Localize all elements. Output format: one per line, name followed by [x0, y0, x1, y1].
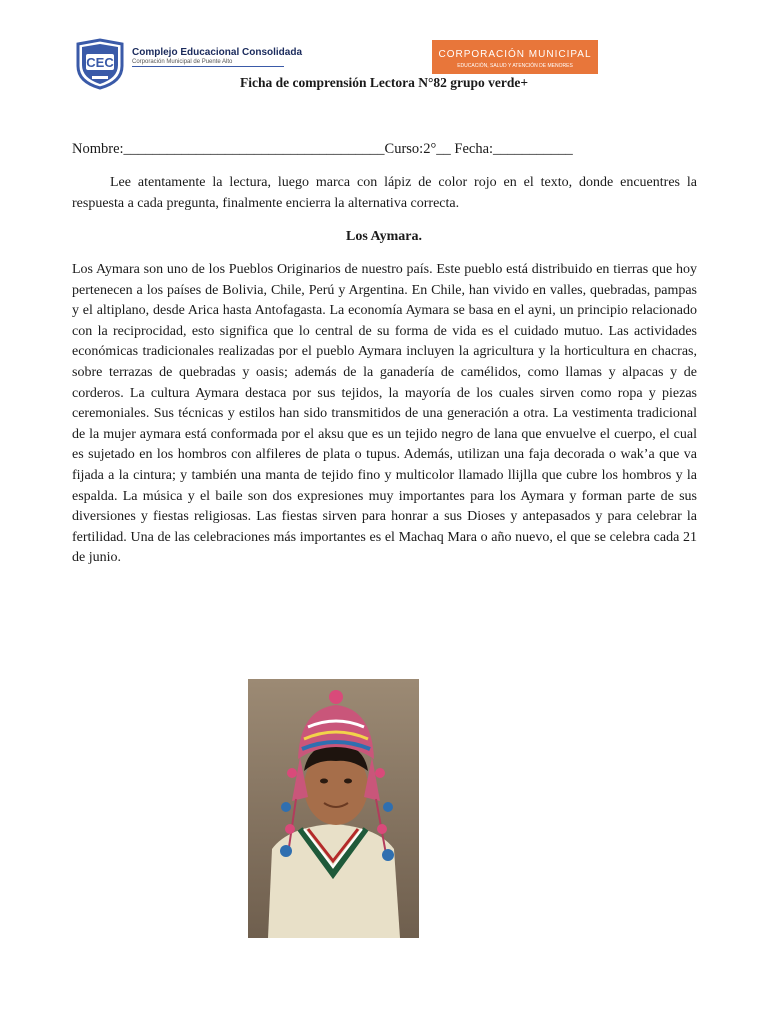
student-info-fields[interactable]: Nombre:____________________________________Curso:2°__ Fecha:___________ — [72, 141, 573, 157]
school-name-underline — [132, 66, 284, 67]
document-title: Ficha de comprensión Lectora N°82 grupo verde+ — [239, 75, 529, 90]
aymara-child-photo — [248, 679, 419, 938]
school-subtitle: Corporación Municipal de Puente Alto — [132, 59, 233, 65]
instructions-paragraph: Lee atentamente la lectura, luego marca con lápiz de color rojo en el texto, donde encuentres la respuesta a cada pregunta, finalmente encierra la alternativa correcta. — [72, 175, 697, 211]
corporation-logo — [432, 40, 598, 74]
corporation-subtitle: EDUCACIÓN, SALUD Y ATENCIÓN DE MENORES — [457, 63, 573, 69]
school-name: Complejo Educacional Consolidada — [132, 47, 303, 58]
corporation-title: CORPORACIÓN MUNICIPAL — [438, 49, 592, 60]
school-logo-text: CEC — [86, 55, 114, 70]
reading-title: Los Aymara. — [346, 229, 422, 244]
reading-text: Los Aymara son uno de los Pueblos Originarios de nuestro país. Este pueblo está distribuido en tierras que hoy pertenecen a los países de Bolivia, Chile, Perú y Argentina. En Chile, han vivido en valles, quebradas, pampas y el altiplano, desde Arica hasta Antofagasta. La economía Aymara se basa en el ayni, un principio relacionado con la reciprocidad, esto significa que lo central de su forma de vida es el cuidado mutuo. Las actividades económicas tradicionales realizadas por el pueblo Aymara incluyen la agricultura y la horticultura en chacras, sobre terrazas de quebradas y oasis; además de la ganadería de camélidos, como llamas y alpacas y de corderos. La cultura Aymara destaca por sus tejidos, la mayoría de los cuales sirven como ropa y piezas ceremoniales. Sus técnicas y estilos han sido transmitidos de una generación a otra. La vestimenta tradicional de la mujer aymara está conformada por el aksu que es un tejido negro de lana que envuelve el cuerpo, el cual es sujetado en los hombros con alfileres de plata o tupus. Además, utilizan una faja decorada o wak’a que va fijada a la cintura; y también una manta de tejido fino y multicolor llamado llijlla que cubre los hombros y la espalda. La música y el baile son dos expresiones muy importantes para los Aymara y forman parte de sus diversiones y fiestas religiosas. Las fiestas sirven para honrar a sus Dioses y antepasados y para celebrar la fertilidad. Una de las celebraciones más importantes es el Machaq Mara o año nuevo, el que se celebra cada 21 de junio. — [72, 262, 697, 566]
